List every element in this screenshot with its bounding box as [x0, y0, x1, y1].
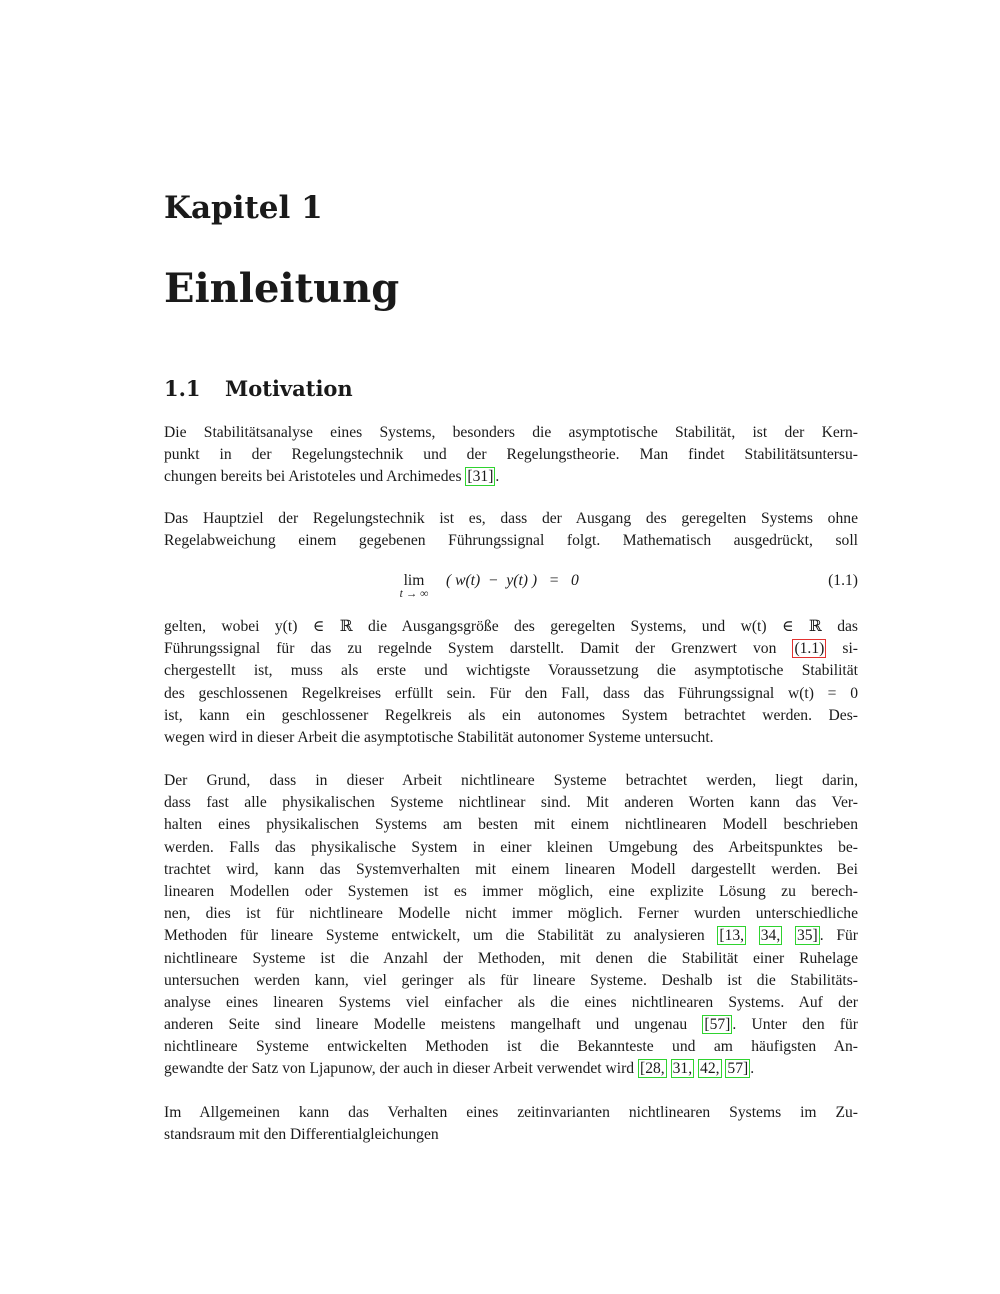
text-line: nichtlineare Systeme entwickelten Methoden ist die Bekannteste und am häufigsten An- — [164, 1038, 858, 1056]
text-span: . — [750, 1060, 755, 1078]
text-line: nichtlineare Systeme ist die Anzahl der Methoden, mit denen die Stabilität einer Ruhelage — [164, 949, 858, 967]
text-span: si- — [826, 640, 858, 658]
text-line — [164, 925, 858, 947]
text-line: dass fast alle physikalischen Systeme nichtlinear sind. Mit anderen Worten kann das Ver- — [164, 794, 858, 812]
citation-link[interactable]: 34, — [760, 927, 781, 945]
paragraph-4 — [164, 770, 858, 1081]
section-title: Motivation — [225, 376, 353, 401]
equation-number: (1.1) — [828, 572, 858, 589]
chapter-label: Kapitel 1 — [164, 190, 323, 226]
equation-reference-link[interactable]: (1.1) — [794, 640, 825, 658]
citation-link[interactable]: [13, — [719, 927, 745, 945]
text-line: Das Hauptziel der Regelungstechnik ist es, dass der Ausgang des geregelten Systems ohne — [164, 510, 858, 527]
text-line: gelten, wobei y(t) ∈ ℝ die Ausgangsgröße des geregelten Systems, und w(t) ∈ ℝ das — [164, 618, 858, 635]
text-line — [164, 1058, 858, 1080]
text-line: standsraum mit den Differentialgleichungen — [164, 1126, 439, 1144]
equation-body — [390, 572, 579, 600]
lim-word: lim — [403, 572, 425, 589]
paragraph-5 — [164, 1102, 858, 1146]
text-line: linearen Modellen oder Systemen ist es immer möglich, eine explizite Lösung zu berech- — [164, 882, 858, 900]
citation-link[interactable]: 42, — [700, 1060, 720, 1078]
section-heading — [164, 376, 353, 401]
text-line: trachtet wird, kann das Systemverhalten mit einem linearen Modell dargestellt werden. Bei — [164, 860, 858, 878]
citation-link[interactable]: [31] — [467, 468, 494, 486]
text-line: chergestellt ist, muss als erste und wichtigste Voraussetzung die asymptotische Stabilität — [164, 662, 858, 680]
section-number: 1.1 — [164, 376, 201, 401]
text-line: werden. Falls das physikalische System in einer kleinen Umgebung des Arbeitspunktes be- — [164, 838, 858, 856]
equation-expression: ( w(t) − y(t) ) = 0 — [446, 572, 579, 589]
text-line: Der Grund, dass in dieser Arbeit nichtlineare Systeme betrachtet werden, liegt darin, — [164, 772, 858, 789]
text-line — [164, 638, 858, 660]
limit-operator — [390, 572, 438, 600]
text-span: Führungssignal für das zu regelnde System darstellt. Damit der Grenzwert von — [164, 640, 793, 658]
text-span: Methoden für lineare Systeme entwickelt, um die Stabilität zu analysieren — [164, 927, 718, 945]
paragraph-2 — [164, 508, 858, 552]
text-span: anderen Seite sind lineare Modelle meistens mangelhaft und ungenau — [164, 1016, 703, 1034]
chapter-title: Einleitung — [164, 265, 400, 312]
text-line: wegen wird in dieser Arbeit die asymptotische Stabilität autonomer Systeme untersucht. — [164, 728, 714, 746]
text-line — [164, 1014, 858, 1036]
text-span: . Unter den für — [732, 1016, 858, 1034]
text-line: punkt in der Regelungstechnik und der Regelungstheorie. Man findet Stabilitätsuntersu- — [164, 446, 858, 464]
citation-link[interactable]: [57] — [704, 1016, 731, 1034]
citation-link[interactable]: 31, — [672, 1060, 693, 1078]
equation-1-1 — [164, 568, 858, 604]
text-span: chungen bereits bei Aristoteles und Archimedes — [164, 468, 466, 486]
paragraph-1 — [164, 422, 858, 489]
text-line: ist, kann ein geschlossener Regelkreis als ein autonomes System betrachtet werden. Des- — [164, 706, 858, 724]
text-span: . — [495, 468, 500, 486]
citation-link[interactable]: 35] — [796, 927, 818, 945]
citation-link[interactable]: [28, — [640, 1060, 665, 1078]
text-line: untersuchen werden kann, viel geringer als für lineare Systeme. Deshalb ist die Stabilitäts- — [164, 971, 858, 989]
lim-subscript: t → ∞ — [399, 588, 429, 600]
citation-link[interactable]: 57] — [727, 1060, 749, 1078]
paragraph-3 — [164, 616, 858, 749]
text-line: analyse eines linearen Systems viel einfacher als die eines nichtlinearen Systems. Auf der — [164, 993, 858, 1011]
text-span: . Für — [819, 927, 858, 945]
text-line: halten eines physikalischen Systems am besten mit einem nichtlinearen Modell beschrieben — [164, 816, 858, 834]
text-line: Die Stabilitätsanalyse eines Systems, besonders die asymptotische Stabilität, ist der Kern- — [164, 424, 858, 441]
text-line — [164, 466, 858, 488]
text-line: Im Allgemeinen kann das Verhalten eines zeitinvarianten nichtlinearen Systems im Zu- — [164, 1104, 858, 1121]
text-span: gewandte der Satz von Ljapunow, der auch in dieser Arbeit verwendet wird — [164, 1060, 639, 1078]
text-line: des geschlossenen Regelkreises erfüllt sein. Für den Fall, dass das Führungssignal w(t) = 0 — [164, 684, 858, 702]
text-line: nen, dies ist für nichtlineare Modelle nicht immer möglich. Ferner wurden unterschiedliche — [164, 905, 858, 923]
text-line: Regelabweichung einem gegebenen Führungssignal folgt. Mathematisch ausgedrückt, soll — [164, 532, 858, 550]
